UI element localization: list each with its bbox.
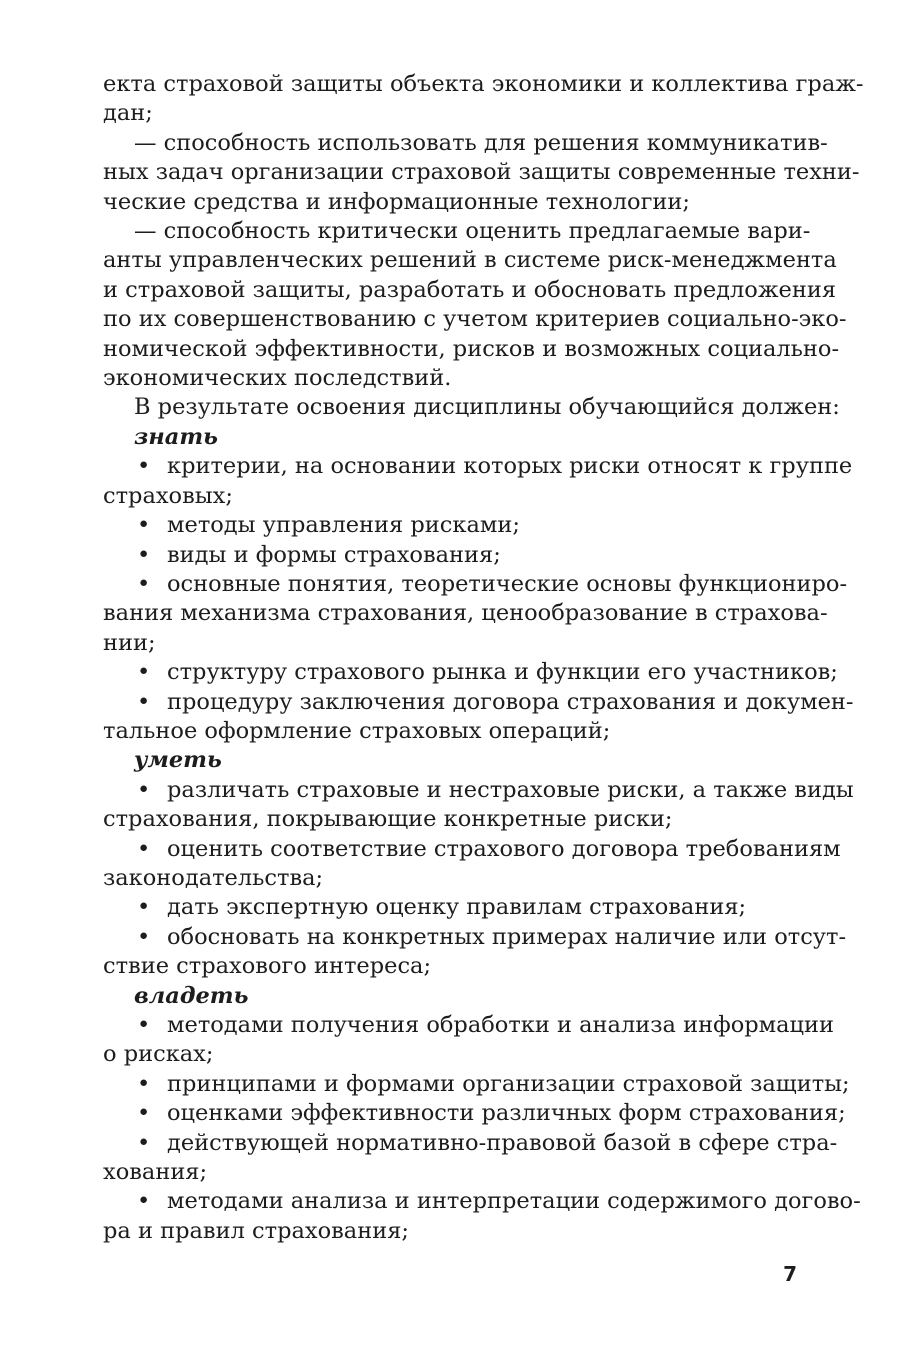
- section-heading-can: уметь: [134, 747, 222, 774]
- bullet-icon: •: [137, 923, 151, 950]
- text-line: [103, 452, 853, 481]
- competence-paragraph: [103, 217, 847, 393]
- list-item: [103, 893, 798, 922]
- bullet-icon: •: [137, 1070, 151, 1097]
- text-line: [103, 864, 798, 893]
- section-heading-own: владеть: [134, 982, 249, 1009]
- text-line: [103, 688, 854, 717]
- text-line: [103, 511, 798, 540]
- line-text: структуру страхового рынка и функции его участников;: [167, 659, 838, 686]
- text-line: — способность критически оценить предлагаемые вари-: [134, 218, 811, 245]
- line-text: процедуру заключения договора страхования и докумен-: [167, 688, 854, 715]
- text-line: анты управленческих решений в системе риск-менеджмента: [103, 247, 837, 274]
- line-text: оценить соответствие страхового договора требованиям: [167, 835, 841, 862]
- text-line: [103, 599, 828, 628]
- text-line: [103, 1099, 846, 1128]
- can-list: [103, 776, 854, 982]
- text-line: [103, 952, 798, 981]
- list-item: [103, 1187, 861, 1246]
- section-heading-know: знать: [134, 423, 218, 450]
- list-item: [103, 688, 854, 747]
- text-line: [103, 923, 847, 952]
- list-item: [103, 1011, 835, 1070]
- bullet-icon: •: [137, 1100, 151, 1127]
- text-line: [103, 1129, 838, 1158]
- bullet-icon: •: [137, 453, 151, 480]
- text-line: [103, 1011, 835, 1040]
- list-item: [103, 1070, 850, 1099]
- bullet-icon: •: [137, 1188, 151, 1215]
- text-line: [103, 835, 841, 864]
- text-line: по их совершенствованию с учетом критериев социально-эко-: [103, 306, 847, 333]
- bullet-icon: •: [137, 835, 151, 862]
- line-text: страхования, покрывающие конкретные риски;: [103, 806, 673, 833]
- text-line: [103, 1187, 861, 1216]
- list-item: [103, 776, 854, 835]
- result-intro: [103, 393, 840, 422]
- text-line: [103, 482, 798, 511]
- line-text: принципами и формами организации страховой защиты;: [167, 1070, 850, 1097]
- bullet-icon: •: [137, 894, 151, 921]
- line-text: различать страховые и нестраховые риски, а также виды: [167, 776, 854, 803]
- bullet-icon: •: [137, 659, 151, 686]
- bullet-icon: •: [137, 1012, 151, 1038]
- list-item: [103, 570, 848, 658]
- line-text: методами анализа и интерпретации содержимого догово-: [167, 1188, 861, 1215]
- text-line: екта страховой защиты объекта экономики и коллектива граж-: [103, 71, 864, 97]
- bullet-icon: •: [137, 512, 151, 539]
- text-line: [103, 893, 798, 922]
- line-text: ра и правил страхования;: [103, 1217, 409, 1244]
- text-line: экономических последствий.: [103, 365, 452, 392]
- text-line: [103, 1217, 798, 1246]
- text-line: номической эффективности, рисков и возможных социально-: [103, 335, 840, 362]
- line-text: страховых;: [103, 482, 233, 509]
- text-line: [103, 776, 854, 805]
- text-line: [103, 805, 798, 834]
- text-line: [103, 1040, 798, 1069]
- list-item: [103, 1129, 838, 1188]
- line-text: ствие страхового интереса;: [103, 953, 432, 980]
- line-text: тальное оформление страховых операций;: [103, 717, 611, 744]
- bullet-icon: •: [137, 1129, 151, 1156]
- line-text: хования;: [103, 1159, 208, 1186]
- text-line: [103, 1158, 798, 1187]
- list-item: [103, 835, 841, 894]
- text-line: дан;: [103, 100, 153, 127]
- text-line: и страховой защиты, разработать и обосновать предложения: [103, 276, 837, 303]
- line-text: виды и формы страхования;: [167, 541, 501, 568]
- bullet-icon: •: [137, 541, 151, 568]
- line-text: методами получения обработки и анализа информации: [167, 1012, 835, 1038]
- line-text: методы управления рисками;: [167, 512, 520, 539]
- bullet-icon: •: [137, 776, 151, 803]
- know-list: [103, 452, 854, 746]
- competence-paragraph: [103, 129, 860, 217]
- bullet-icon: •: [137, 570, 151, 597]
- line-text: дать экспертную оценку правилам страхования;: [167, 894, 747, 921]
- text-line: ных задач организации страховой защиты современные техни-: [103, 159, 860, 186]
- list-item: [103, 658, 838, 687]
- list-item: [103, 511, 798, 540]
- line-text: действующей нормативно-правовой базой в сфере стра-: [167, 1129, 838, 1156]
- line-text: вания механизма страхования, ценообразование в страхова-: [103, 600, 828, 627]
- list-item: [103, 452, 853, 511]
- line-text: основные понятия, теоретические основы функциониро-: [167, 570, 848, 597]
- line-text: законодательства;: [103, 864, 324, 891]
- text-line: — способность использовать для решения коммуникатив-: [134, 129, 828, 156]
- page-body: [103, 70, 864, 1246]
- line-text: обосновать на конкретных примерах наличие или отсут-: [167, 923, 847, 950]
- line-text: оценками эффективности различных форм страхования;: [167, 1100, 846, 1127]
- text-line: [103, 658, 838, 687]
- own-list: [103, 1011, 861, 1246]
- line-text: о рисках;: [103, 1041, 214, 1068]
- line-text: нии;: [103, 629, 156, 656]
- list-item: [103, 541, 798, 570]
- text-line: [103, 541, 798, 570]
- text-line: [103, 570, 848, 599]
- text-line: В результате освоения дисциплины обучающийся должен:: [134, 394, 840, 421]
- line-text: критерии, на основании которых риски относят к группе: [167, 453, 853, 480]
- list-item: [103, 923, 847, 982]
- text-line: [103, 629, 798, 658]
- paragraph-continuation: [103, 70, 864, 129]
- text-line: [103, 717, 798, 746]
- list-item: [103, 1099, 846, 1128]
- bullet-icon: •: [137, 688, 151, 715]
- text-line: ческие средства и информационные технологии;: [103, 188, 690, 215]
- page-number: 7: [783, 1262, 797, 1286]
- text-line: [103, 1070, 850, 1099]
